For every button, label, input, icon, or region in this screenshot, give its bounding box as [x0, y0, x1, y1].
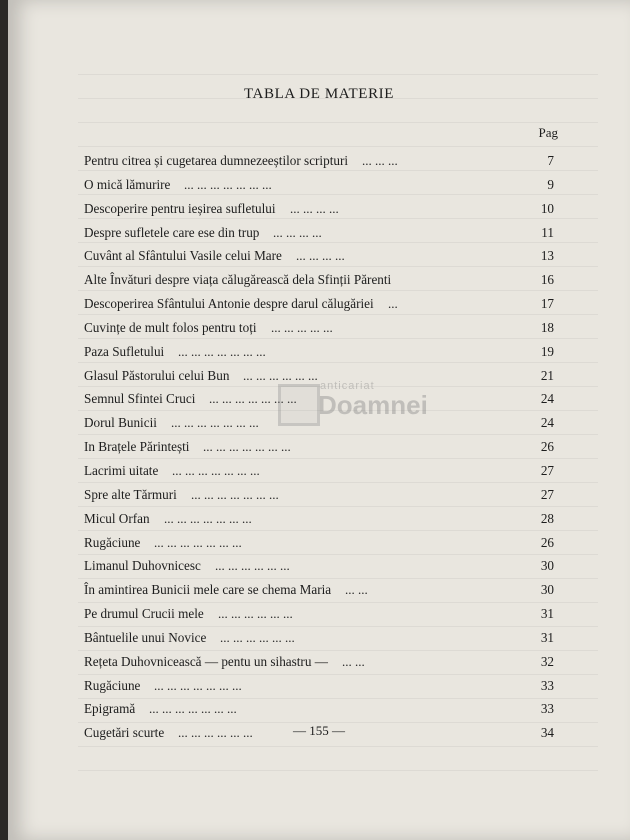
- toc-entry-leader-dots: ... ... ... ...: [273, 224, 322, 240]
- toc-entry-title: Paza Sufletului: [84, 343, 165, 359]
- toc-entry-leader-dots: ... ... ... ... ... ...: [215, 558, 290, 574]
- toc-entry: [84, 697, 554, 721]
- toc-entry-leader-dots: ... ... ... ...: [290, 200, 339, 216]
- toc-entry-title: In Brațele Părintești: [84, 439, 190, 455]
- toc-entry-leader-dots: ... ... ... ... ... ... ...: [209, 391, 297, 407]
- toc-entry-title: Cuvințe de mult folos pentru toți: [84, 319, 257, 335]
- toc-entry: [84, 316, 554, 340]
- toc-entry-page: 27: [540, 486, 554, 502]
- toc-entry-leader-dots: ... ... ... ... ... ... ...: [184, 176, 272, 192]
- toc-entry: [84, 650, 554, 674]
- toc-entry-title: Dorul Bunicii: [84, 415, 157, 431]
- toc-entry-page: 27: [540, 462, 554, 478]
- toc-entry-title: Micul Orfan: [84, 510, 150, 526]
- toc-entry: [84, 483, 554, 507]
- toc-entry-title: Epigramă: [84, 701, 136, 717]
- toc-entry-page: 34: [540, 725, 554, 741]
- toc-entry-leader-dots: ... ... ... ... ... ... ...: [154, 534, 242, 550]
- toc-entry-title: Pe drumul Crucii mele: [84, 606, 204, 622]
- toc-entry-leader-dots: ... ... ... ... ... ...: [218, 606, 293, 622]
- watermark-small-text: anticariat: [320, 380, 375, 392]
- watermark-big-text: Doamnei: [318, 390, 428, 420]
- toc-entry-title: Spre alte Tărmuri: [84, 486, 177, 502]
- toc-entry-leader-dots: ... ... ... ... ... ... ...: [172, 462, 260, 478]
- watermark-book-icon: [278, 384, 320, 426]
- toc-entry-page: 28: [540, 510, 554, 526]
- toc-entry: [84, 340, 554, 364]
- toc-entry-leader-dots: ... ... ...: [362, 153, 398, 168]
- toc-entry-leader-dots: ... ... ... ... ... ... ...: [171, 415, 259, 431]
- toc-entry-page: 24: [540, 415, 554, 431]
- toc-entry: [84, 435, 554, 459]
- toc-entry-page: 7: [547, 153, 554, 168]
- page-number: — 155 —: [293, 723, 345, 738]
- toc-entry-page: 33: [540, 677, 554, 693]
- toc-entry-leader-dots: ... ... ... ... ... ...: [220, 629, 295, 645]
- toc-entry-page: 26: [540, 439, 554, 455]
- toc-entry: [84, 244, 554, 268]
- table-of-contents: [84, 149, 554, 745]
- toc-entry-title: Rugăciune: [84, 534, 141, 550]
- toc-entry-leader-dots: ... ... ... ... ... ... ...: [164, 510, 252, 526]
- toc-entry-page: 30: [540, 558, 554, 574]
- toc-entry: [84, 268, 554, 292]
- toc-entry: [84, 554, 554, 578]
- toc-entry: [84, 197, 554, 221]
- toc-entry-page: 10: [540, 200, 554, 216]
- toc-entry-title: Cuvânt al Sfântului Vasile celui Mare: [84, 248, 282, 264]
- toc-entry-leader-dots: ... ... ... ... ... ... ...: [154, 677, 242, 693]
- toc-entry-title: O mică lămurire: [84, 176, 171, 192]
- toc-entry-leader-dots: ... ... ... ... ... ... ...: [149, 701, 237, 717]
- toc-entry-title: Limanul Duhovnicesc: [84, 558, 201, 574]
- toc-entry-page: 30: [540, 582, 554, 598]
- toc-entry-page: 16: [540, 272, 554, 288]
- toc-entry-page: 24: [540, 391, 554, 407]
- toc-entry-title: În amintirea Bunicii mele care se chema Maria: [84, 582, 332, 598]
- toc-entry-page: 9: [547, 176, 554, 192]
- toc-entry: [84, 578, 554, 602]
- toc-entry-leader-dots: ... ... ... ... ... ...: [243, 367, 318, 383]
- toc-entry-leader-dots: ... ... ... ...: [296, 248, 345, 264]
- toc-entry: [84, 459, 554, 483]
- toc-entry-title: Lacrimi uitate: [84, 462, 159, 478]
- book-page: [8, 0, 630, 840]
- toc-entry-title: Despre sufletele care ese din trup: [84, 224, 260, 240]
- toc-entry-title: Alte Învături despre viața călugărească dela Sfinții Părenti: [84, 272, 392, 288]
- toc-entry-page: 32: [540, 653, 554, 669]
- watermark-logo: [278, 380, 428, 424]
- toc-entry-leader-dots: ... ...: [342, 653, 365, 669]
- toc-entry-page: 17: [540, 296, 554, 312]
- toc-entry-leader-dots: ... ... ... ... ... ... ...: [178, 343, 266, 359]
- toc-entry-title: Descoperire pentru ieșirea sufletului: [84, 200, 276, 216]
- toc-entry-leader-dots: ...: [388, 296, 398, 312]
- toc-entry-title: Pentru citrea și cugetarea dumnezeeștilor scripturi: [84, 153, 349, 168]
- toc-entry: [84, 292, 554, 316]
- toc-entry-leader-dots: ... ... ... ... ... ...: [178, 725, 253, 741]
- toc-entry: [84, 602, 554, 626]
- toc-entry: [84, 149, 554, 173]
- book-gutter: [0, 0, 8, 840]
- toc-entry-title: Bântuelile unui Novice: [84, 629, 207, 645]
- toc-entry-page: 11: [541, 224, 554, 240]
- toc-entry-title: Descoperirea Sfântului Antonie despre darul călugăriei: [84, 296, 374, 312]
- toc-entry-page: 33: [540, 701, 554, 717]
- toc-entry: [84, 221, 554, 245]
- toc-entry: [84, 173, 554, 197]
- toc-entry: [84, 626, 554, 650]
- toc-entry-page: 31: [540, 629, 554, 645]
- toc-entry-title: Semnul Sfintei Cruci: [84, 391, 196, 407]
- toc-entry-page: 21: [540, 367, 554, 383]
- toc-entry-page: 26: [540, 534, 554, 550]
- toc-entry-page: 13: [540, 248, 554, 264]
- toc-entry: [84, 507, 554, 531]
- toc-entry-leader-dots: ... ...: [345, 582, 368, 598]
- toc-entry-leader-dots: ... ... ... ... ...: [271, 319, 333, 335]
- toc-entry-leader-dots: ... ... ... ... ... ... ...: [203, 439, 291, 455]
- toc-entry-page: 19: [540, 343, 554, 359]
- toc-entry: [84, 531, 554, 555]
- page-title: TABLA DE MATERIE: [243, 86, 395, 102]
- toc-entry-page: 31: [540, 606, 554, 622]
- page-column-header: Pag: [538, 125, 558, 140]
- toc-entry-leader-dots: ... ... ... ... ... ... ...: [191, 486, 279, 502]
- toc-entry: [84, 674, 554, 698]
- toc-entry-title: Rugăciune: [84, 677, 141, 693]
- toc-entry-title: Glasul Păstorului celui Bun: [84, 367, 230, 383]
- toc-entry-title: Cugetări scurte: [84, 725, 165, 741]
- toc-entry-title: Rețeta Duhovnicească — pentu un sihastru —: [84, 653, 328, 669]
- toc-entry-page: 18: [540, 319, 554, 335]
